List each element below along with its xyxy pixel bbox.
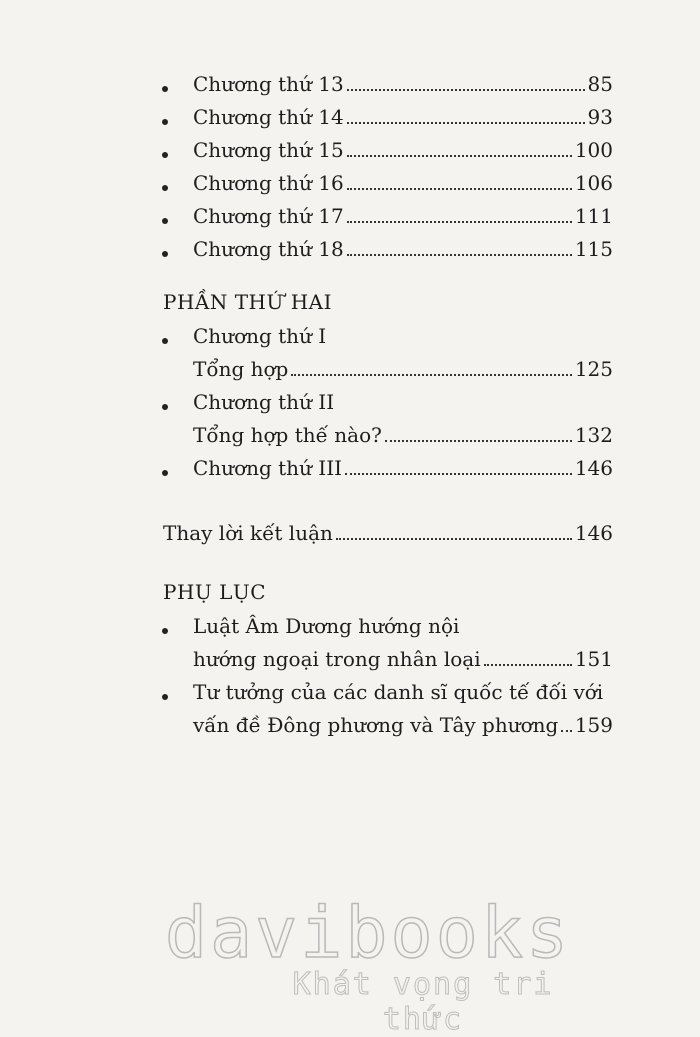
dot-leader [347,221,572,223]
toc-entry[interactable]: Chương thứ 15 100 [163,138,613,171]
dot-leader [347,155,572,157]
watermark-slogan: Khát vọng tri thức [292,967,554,1037]
toc-entry[interactable]: Chương thứ II Tổng hợp thế nào? 132 [163,390,613,456]
toc-entry[interactable]: Chương thứ 17 111 [163,204,613,237]
page-number: 100 [574,138,613,162]
bullet-icon [162,218,168,224]
table-of-contents [163,72,613,746]
page-number: 132 [574,423,613,447]
page-number: 85 [587,72,613,96]
page-number: 115 [574,237,613,261]
toc-entry[interactable]: Chương thứ 13 85 [163,72,613,105]
section-heading: PHỤ LỤC [163,580,267,604]
toc-entry-conclusion[interactable]: Thay lời kết luận 146 [163,521,613,545]
bullet-icon [162,404,168,410]
toc-entry[interactable]: Chương thứ III 146 [163,456,613,489]
dot-leader [347,254,572,256]
bullet-icon [162,470,168,476]
dot-leader [291,374,571,376]
bullet-icon [162,628,168,634]
watermark-logo: davibooks [164,892,572,974]
bullet-icon [162,152,168,158]
toc-entry[interactable]: Chương thứ 18 115 [163,237,613,270]
bullet-icon [162,119,168,125]
dot-leader [347,188,572,190]
dot-leader [484,664,572,666]
page-number: 93 [587,105,613,129]
page-number: 125 [574,357,613,381]
section-heading: PHẦN THỨ HAI [163,290,332,314]
dot-leader [347,89,585,91]
dot-leader [561,730,571,732]
page-number: 151 [574,647,613,671]
dot-leader [345,473,572,475]
dot-leader [385,440,572,442]
bullet-icon [162,86,168,92]
dot-leader [347,122,585,124]
watermark [148,893,588,1037]
bullet-icon [162,251,168,257]
toc-entry[interactable]: Chương thứ 14 93 [163,105,613,138]
toc-entry[interactable]: Chương thứ I Tổng hợp 125 [163,324,613,390]
page-number: 159 [574,713,613,737]
bullet-icon [162,338,168,344]
page-number: 146 [574,521,613,545]
toc-entry[interactable]: Luật Âm Dương hướng nội hướng ngoại trong nhân loại 151 [163,614,613,680]
page-number: 106 [574,171,613,195]
dot-leader [336,538,572,540]
bullet-icon [162,694,168,700]
toc-entry[interactable]: Tư tưởng của các danh sĩ quốc tế đối với vấn đề Đông phương và Tây phương 159 [163,680,613,746]
page-number: 111 [574,204,613,228]
toc-entry[interactable]: Chương thứ 16 106 [163,171,613,204]
bullet-icon [162,185,168,191]
page-number: 146 [574,456,613,480]
